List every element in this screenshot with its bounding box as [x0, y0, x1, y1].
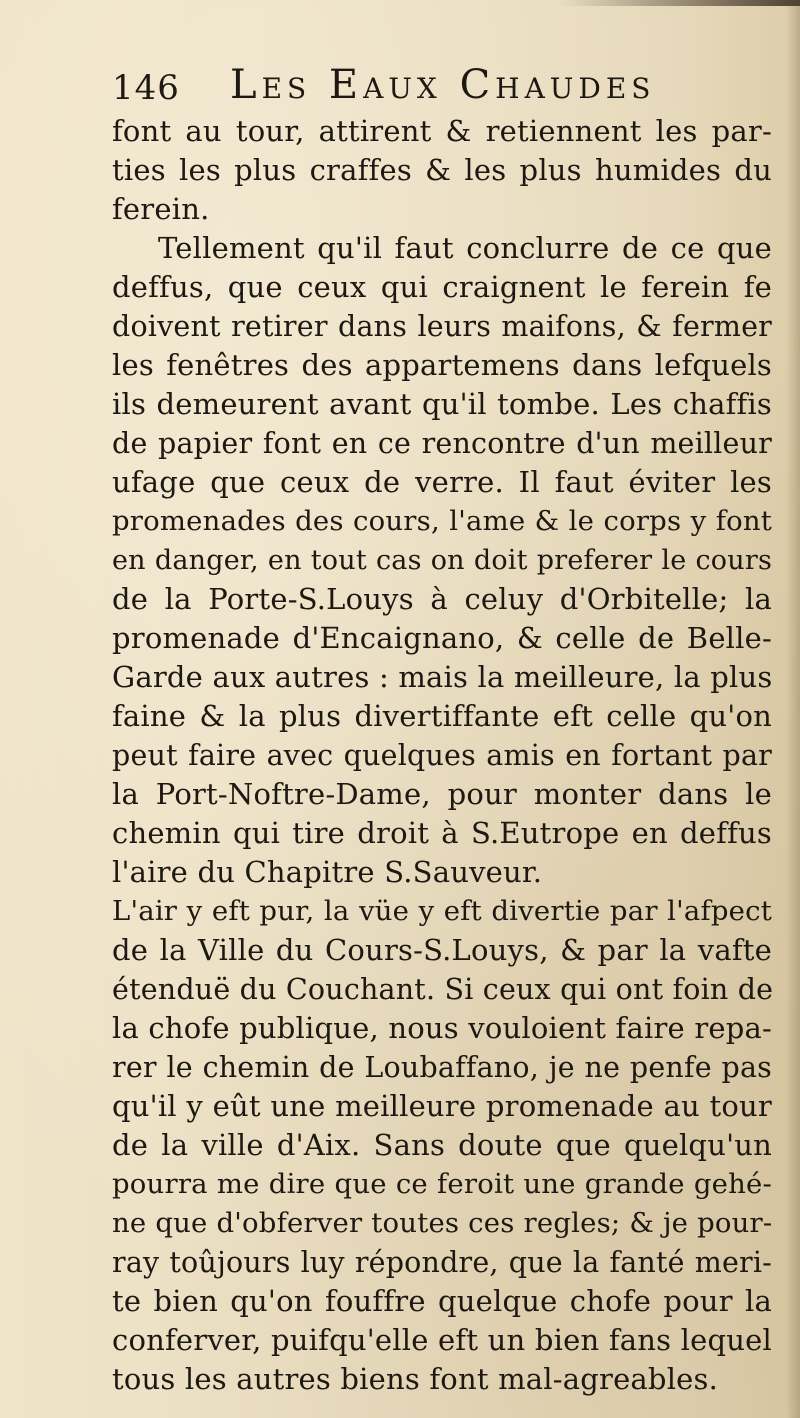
- text-line: promenade d'Encaignano, & celle de Belle-: [112, 621, 772, 655]
- text-line: rer le chemin de Loubaffano, je ne penfe pas: [112, 1051, 772, 1084]
- text-line: ne que d'obferver toutes ces regles; & je pour-: [112, 1207, 773, 1239]
- text-line: conferver, puifqu'elle eft un bien fans lequel: [112, 1323, 772, 1357]
- text-line: les fenêtres des appartemens dans lefquels: [112, 348, 772, 382]
- text-line: deffus, que ceux qui craignent le ferein fe: [112, 270, 772, 304]
- text-line: la chofe publique, nous vouloient faire repa-: [112, 1011, 772, 1045]
- text-line: la Port-Noftre-Dame, pour monter dans le: [112, 777, 772, 811]
- text-line: Garde aux autres : mais la meilleure, la plus: [112, 660, 773, 694]
- paragraph-start-line: Tellement qu'il faut conclurre de ce que: [158, 231, 772, 265]
- text-line: font au tour, attirent & retiennent les par-: [112, 114, 772, 148]
- text-line: peut faire avec quelques amis en fortant par: [112, 739, 772, 772]
- text-line: doivent retirer dans leurs maifons, & fermer: [112, 310, 772, 343]
- text-line: de papier font en ce rencontre d'un meilleur: [112, 427, 772, 460]
- text-line: chemin qui tire droit à S.Eutrope en deffus: [112, 816, 772, 850]
- page-top-shadow: [560, 0, 800, 6]
- text-line: ufage que ceux de verre. Il faut éviter les: [112, 465, 772, 499]
- text-line: de la Porte-S.Louys à celuy d'Orbitelle; la: [112, 582, 772, 616]
- paragraph-start-line: L'air y eft pur, la vüe y eft divertie par l'afpect: [112, 895, 772, 927]
- text-line: ferein.: [112, 192, 210, 226]
- running-title: Les Eaux Chaudes: [230, 62, 656, 108]
- text-line: pourra me dire que ce feroit une grande gehé-: [112, 1168, 772, 1200]
- text-line: ray toûjours luy répondre, que la fanté meri-: [112, 1246, 772, 1279]
- page-number: 146: [112, 68, 180, 108]
- text-line: promenades des cours, l'ame & le corps y font: [112, 505, 772, 537]
- text-line: ties les plus craffes & les plus humides du: [112, 153, 772, 187]
- text-line: qu'il y eût une meilleure promenade au tour: [112, 1089, 772, 1123]
- text-line: de la ville d'Aix. Sans doute que quelqu'un: [112, 1128, 772, 1162]
- page-edge-shadow: [786, 0, 800, 1418]
- page-header: [112, 62, 712, 112]
- text-line: étenduë du Couchant. Si ceux qui ont foin de: [112, 973, 774, 1006]
- text-line: tous les autres biens font mal-agreables.: [112, 1362, 719, 1396]
- text-line: te bien qu'on fouffre quelque chofe pour la: [112, 1284, 772, 1318]
- text-line: de la Ville du Cours-S.Louys, & par la vafte: [112, 933, 772, 967]
- text-line: ils demeurent avant qu'il tombe. Les chaffis: [112, 387, 772, 421]
- body-text: [112, 112, 772, 1399]
- text-line: l'aire du Chapitre S.Sauveur.: [112, 855, 543, 889]
- text-line: en danger, en tout cas on doit preferer le cours: [112, 545, 772, 576]
- text-line: faine & la plus divertiffante eft celle qu'on: [112, 699, 772, 733]
